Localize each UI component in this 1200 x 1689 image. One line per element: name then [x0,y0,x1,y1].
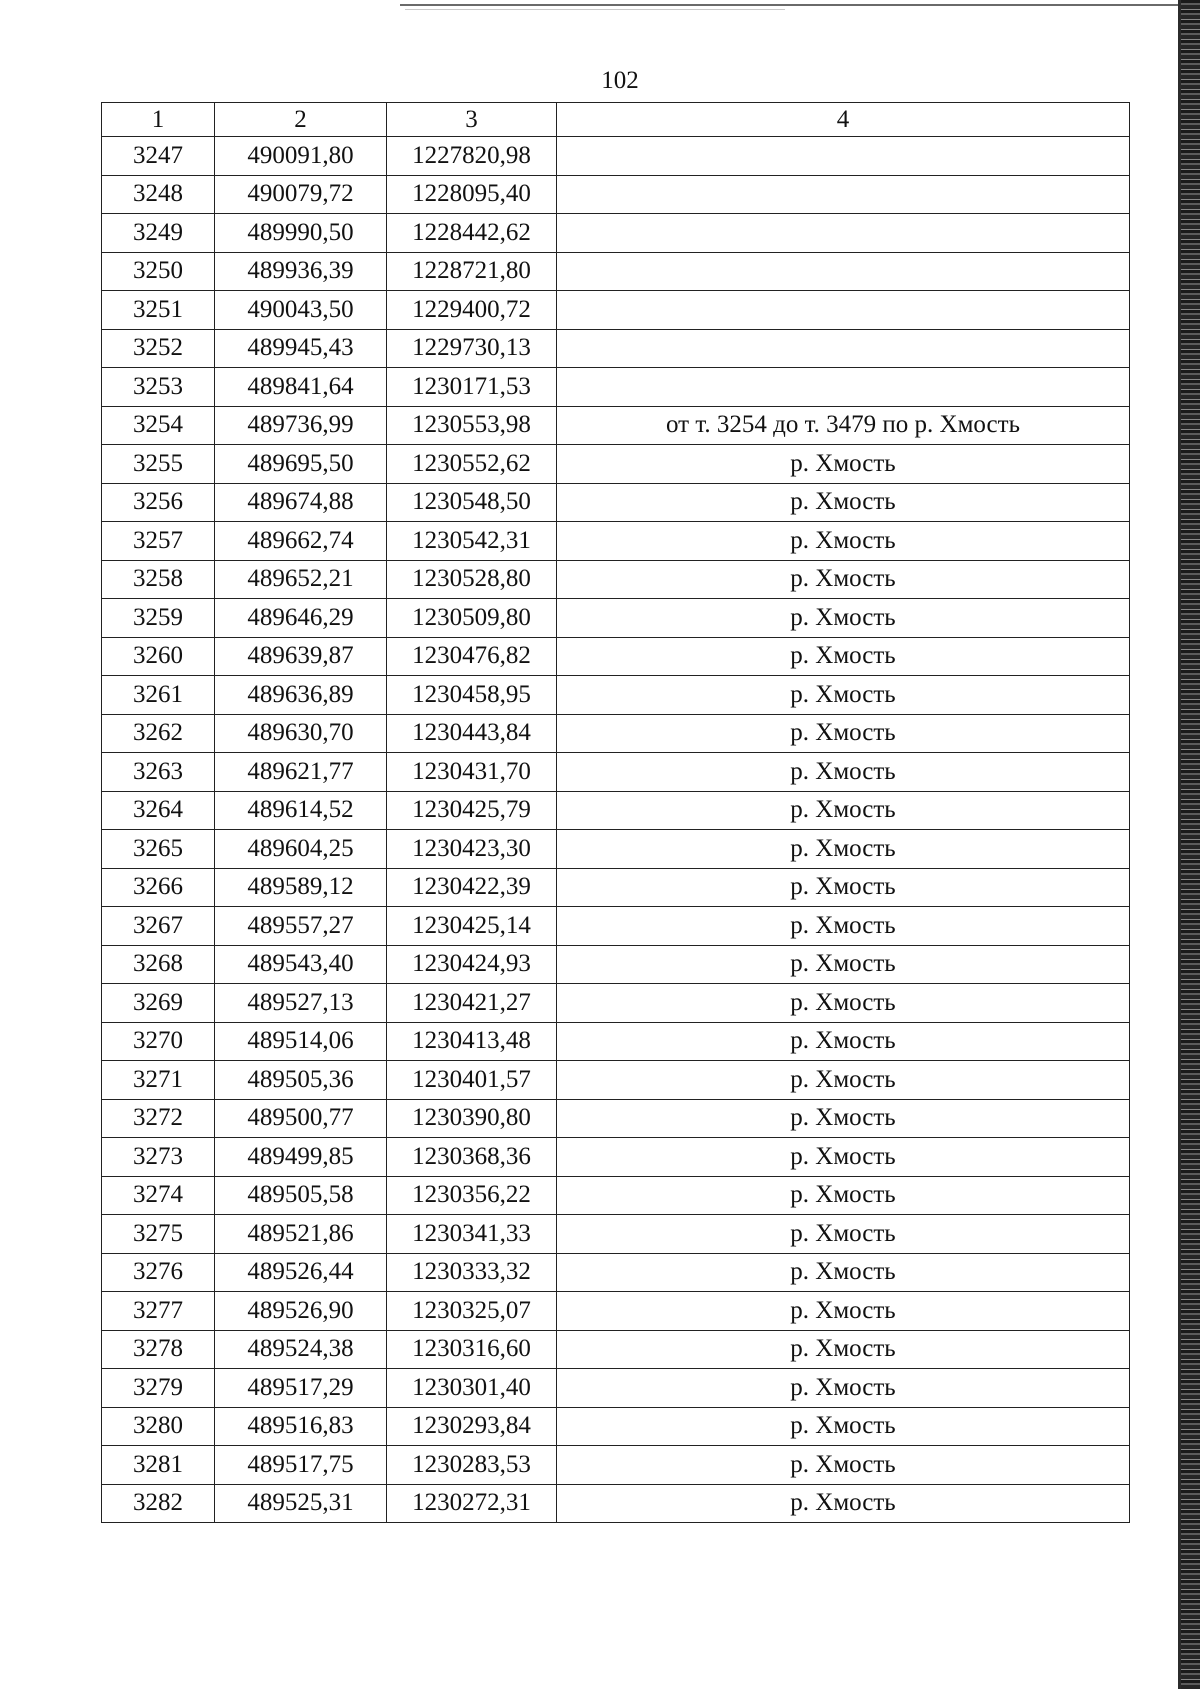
binding-edge [1181,0,1200,1689]
x-coordinate-cell: 490079,72 [215,175,387,214]
sheet-top-edge [400,4,1180,6]
description-cell: р. Хмость [557,1369,1130,1408]
point-number-cell: 3256 [102,483,215,522]
description-cell: р. Хмость [557,1022,1130,1061]
y-coordinate-cell: 1230333,32 [387,1253,557,1292]
y-coordinate-cell: 1230356,22 [387,1176,557,1215]
y-coordinate-cell: 1230413,48 [387,1022,557,1061]
y-coordinate-cell: 1230390,80 [387,1099,557,1138]
description-cell: р. Хмость [557,1253,1130,1292]
table-header [102,103,1130,137]
description-cell: р. Хмость [557,1061,1130,1100]
point-number-cell: 3258 [102,560,215,599]
table-row [102,1022,1130,1061]
page-number: 102 [601,67,639,94]
x-coordinate-cell: 489527,13 [215,984,387,1023]
y-coordinate-cell: 1230421,27 [387,984,557,1023]
description-cell: р. Хмость [557,791,1130,830]
point-number-cell: 3247 [102,137,215,176]
table-row [102,1446,1130,1485]
description-cell: р. Хмость [557,1138,1130,1177]
point-number-cell: 3275 [102,1215,215,1254]
table-row [102,676,1130,715]
x-coordinate-cell: 489521,86 [215,1215,387,1254]
table-row [102,907,1130,946]
x-coordinate-cell: 489499,85 [215,1138,387,1177]
description-cell: р. Хмость [557,984,1130,1023]
description-cell: р. Хмость [557,868,1130,907]
table-row [102,984,1130,1023]
x-coordinate-cell: 489936,39 [215,252,387,291]
description-cell: р. Хмость [557,560,1130,599]
x-coordinate-cell: 489543,40 [215,945,387,984]
point-number-cell: 3266 [102,868,215,907]
point-number-cell: 3269 [102,984,215,1023]
table-row [102,1369,1130,1408]
table-row [102,175,1130,214]
point-number-cell: 3261 [102,676,215,715]
point-number-cell: 3253 [102,368,215,407]
y-coordinate-cell: 1230443,84 [387,714,557,753]
point-number-cell: 3254 [102,406,215,445]
y-coordinate-cell: 1230458,95 [387,676,557,715]
description-cell: р. Хмость [557,714,1130,753]
description-cell: р. Хмость [557,599,1130,638]
x-coordinate-cell: 489589,12 [215,868,387,907]
description-cell: р. Хмость [557,753,1130,792]
x-coordinate-cell: 489524,38 [215,1330,387,1369]
table-row [102,868,1130,907]
point-number-cell: 3276 [102,1253,215,1292]
point-number-cell: 3249 [102,214,215,253]
description-cell [557,175,1130,214]
y-coordinate-cell: 1230552,62 [387,445,557,484]
description-cell: р. Хмость [557,1484,1130,1523]
table-row [102,329,1130,368]
point-number-cell: 3278 [102,1330,215,1369]
x-coordinate-cell: 490043,50 [215,291,387,330]
x-coordinate-cell: 489514,06 [215,1022,387,1061]
y-coordinate-cell: 1230422,39 [387,868,557,907]
x-coordinate-cell: 489517,75 [215,1446,387,1485]
point-number-cell: 3277 [102,1292,215,1331]
table-row [102,1061,1130,1100]
y-coordinate-cell: 1230301,40 [387,1369,557,1408]
table-row [102,945,1130,984]
y-coordinate-cell: 1230542,31 [387,522,557,561]
table-row [102,1292,1130,1331]
table-row [102,291,1130,330]
table-row [102,406,1130,445]
point-number-cell: 3257 [102,522,215,561]
x-coordinate-cell: 489662,74 [215,522,387,561]
description-cell [557,368,1130,407]
table-row [102,753,1130,792]
point-number-cell: 3260 [102,637,215,676]
point-number-cell: 3279 [102,1369,215,1408]
y-coordinate-cell: 1230341,33 [387,1215,557,1254]
y-coordinate-cell: 1230548,50 [387,483,557,522]
description-cell: р. Хмость [557,1292,1130,1331]
description-cell: р. Хмость [557,676,1130,715]
point-number-cell: 3267 [102,907,215,946]
y-coordinate-cell: 1230316,60 [387,1330,557,1369]
table-row [102,791,1130,830]
x-coordinate-cell: 489674,88 [215,483,387,522]
point-number-cell: 3265 [102,830,215,869]
table-row [102,560,1130,599]
description-cell [557,329,1130,368]
x-coordinate-cell: 489505,58 [215,1176,387,1215]
x-coordinate-cell: 489841,64 [215,368,387,407]
y-coordinate-cell: 1230476,82 [387,637,557,676]
y-coordinate-cell: 1230293,84 [387,1407,557,1446]
y-coordinate-cell: 1230325,07 [387,1292,557,1331]
table-row [102,1099,1130,1138]
y-coordinate-cell: 1230431,70 [387,753,557,792]
point-number-cell: 3251 [102,291,215,330]
x-coordinate-cell: 489526,44 [215,1253,387,1292]
table-body [102,137,1130,1523]
table-row [102,599,1130,638]
table-row [102,714,1130,753]
x-coordinate-cell: 489652,21 [215,560,387,599]
point-number-cell: 3262 [102,714,215,753]
x-coordinate-cell: 489630,70 [215,714,387,753]
description-cell: от т. 3254 до т. 3479 по р. Хмость [557,406,1130,445]
y-coordinate-cell: 1227820,98 [387,137,557,176]
description-cell [557,214,1130,253]
point-number-cell: 3255 [102,445,215,484]
x-coordinate-cell: 489614,52 [215,791,387,830]
table-row [102,1215,1130,1254]
point-number-cell: 3281 [102,1446,215,1485]
point-number-cell: 3273 [102,1138,215,1177]
y-coordinate-cell: 1230171,53 [387,368,557,407]
table-row [102,483,1130,522]
x-coordinate-cell: 489736,99 [215,406,387,445]
x-coordinate-cell: 489621,77 [215,753,387,792]
table-row [102,252,1130,291]
table-row [102,1484,1130,1523]
y-coordinate-cell: 1230424,93 [387,945,557,984]
table-row [102,214,1130,253]
point-number-cell: 3280 [102,1407,215,1446]
table-row [102,830,1130,869]
y-coordinate-cell: 1230401,57 [387,1061,557,1100]
table-row [102,1253,1130,1292]
point-number-cell: 3264 [102,791,215,830]
description-cell: р. Хмость [557,1176,1130,1215]
point-number-cell: 3271 [102,1061,215,1100]
x-coordinate-cell: 489695,50 [215,445,387,484]
description-cell [557,137,1130,176]
description-cell: р. Хмость [557,1215,1130,1254]
sheet-top-edge-faint [405,9,785,10]
header-row [102,103,1130,137]
description-cell: р. Хмость [557,637,1130,676]
y-coordinate-cell: 1230528,80 [387,560,557,599]
description-cell: р. Хмость [557,1099,1130,1138]
x-coordinate-cell: 489945,43 [215,329,387,368]
table-row [102,368,1130,407]
x-coordinate-cell: 489526,90 [215,1292,387,1331]
y-coordinate-cell: 1230272,31 [387,1484,557,1523]
description-cell: р. Хмость [557,1446,1130,1485]
description-cell: р. Хмость [557,907,1130,946]
x-coordinate-cell: 489604,25 [215,830,387,869]
point-number-cell: 3259 [102,599,215,638]
header-cell-col1: 1 [102,103,215,137]
table-row [102,522,1130,561]
table-row [102,1407,1130,1446]
point-number-cell: 3248 [102,175,215,214]
y-coordinate-cell: 1228442,62 [387,214,557,253]
x-coordinate-cell: 489525,31 [215,1484,387,1523]
x-coordinate-cell: 489639,87 [215,637,387,676]
table-row [102,445,1130,484]
x-coordinate-cell: 489517,29 [215,1369,387,1408]
description-cell: р. Хмость [557,1407,1130,1446]
x-coordinate-cell: 489505,36 [215,1061,387,1100]
point-number-cell: 3282 [102,1484,215,1523]
x-coordinate-cell: 489990,50 [215,214,387,253]
description-cell [557,291,1130,330]
description-cell: р. Хмость [557,522,1130,561]
y-coordinate-cell: 1229400,72 [387,291,557,330]
description-cell: р. Хмость [557,483,1130,522]
y-coordinate-cell: 1229730,13 [387,329,557,368]
header-cell-col4: 4 [557,103,1130,137]
x-coordinate-cell: 489557,27 [215,907,387,946]
description-cell: р. Хмость [557,1330,1130,1369]
header-cell-col3: 3 [387,103,557,137]
table-row [102,637,1130,676]
y-coordinate-cell: 1230553,98 [387,406,557,445]
y-coordinate-cell: 1230283,53 [387,1446,557,1485]
y-coordinate-cell: 1230509,80 [387,599,557,638]
table-row [102,1176,1130,1215]
description-cell: р. Хмость [557,830,1130,869]
x-coordinate-cell: 489636,89 [215,676,387,715]
point-number-cell: 3268 [102,945,215,984]
x-coordinate-cell: 489500,77 [215,1099,387,1138]
header-cell-col2: 2 [215,103,387,137]
x-coordinate-cell: 489516,83 [215,1407,387,1446]
y-coordinate-cell: 1228095,40 [387,175,557,214]
coordinates-table [101,102,1130,1523]
y-coordinate-cell: 1228721,80 [387,252,557,291]
point-number-cell: 3263 [102,753,215,792]
table-row [102,1330,1130,1369]
y-coordinate-cell: 1230368,36 [387,1138,557,1177]
description-cell: р. Хмость [557,945,1130,984]
y-coordinate-cell: 1230425,14 [387,907,557,946]
table-row [102,137,1130,176]
point-number-cell: 3272 [102,1099,215,1138]
point-number-cell: 3270 [102,1022,215,1061]
point-number-cell: 3250 [102,252,215,291]
point-number-cell: 3274 [102,1176,215,1215]
description-cell: р. Хмость [557,445,1130,484]
y-coordinate-cell: 1230423,30 [387,830,557,869]
x-coordinate-cell: 490091,80 [215,137,387,176]
table-row [102,1138,1130,1177]
point-number-cell: 3252 [102,329,215,368]
y-coordinate-cell: 1230425,79 [387,791,557,830]
x-coordinate-cell: 489646,29 [215,599,387,638]
description-cell [557,252,1130,291]
